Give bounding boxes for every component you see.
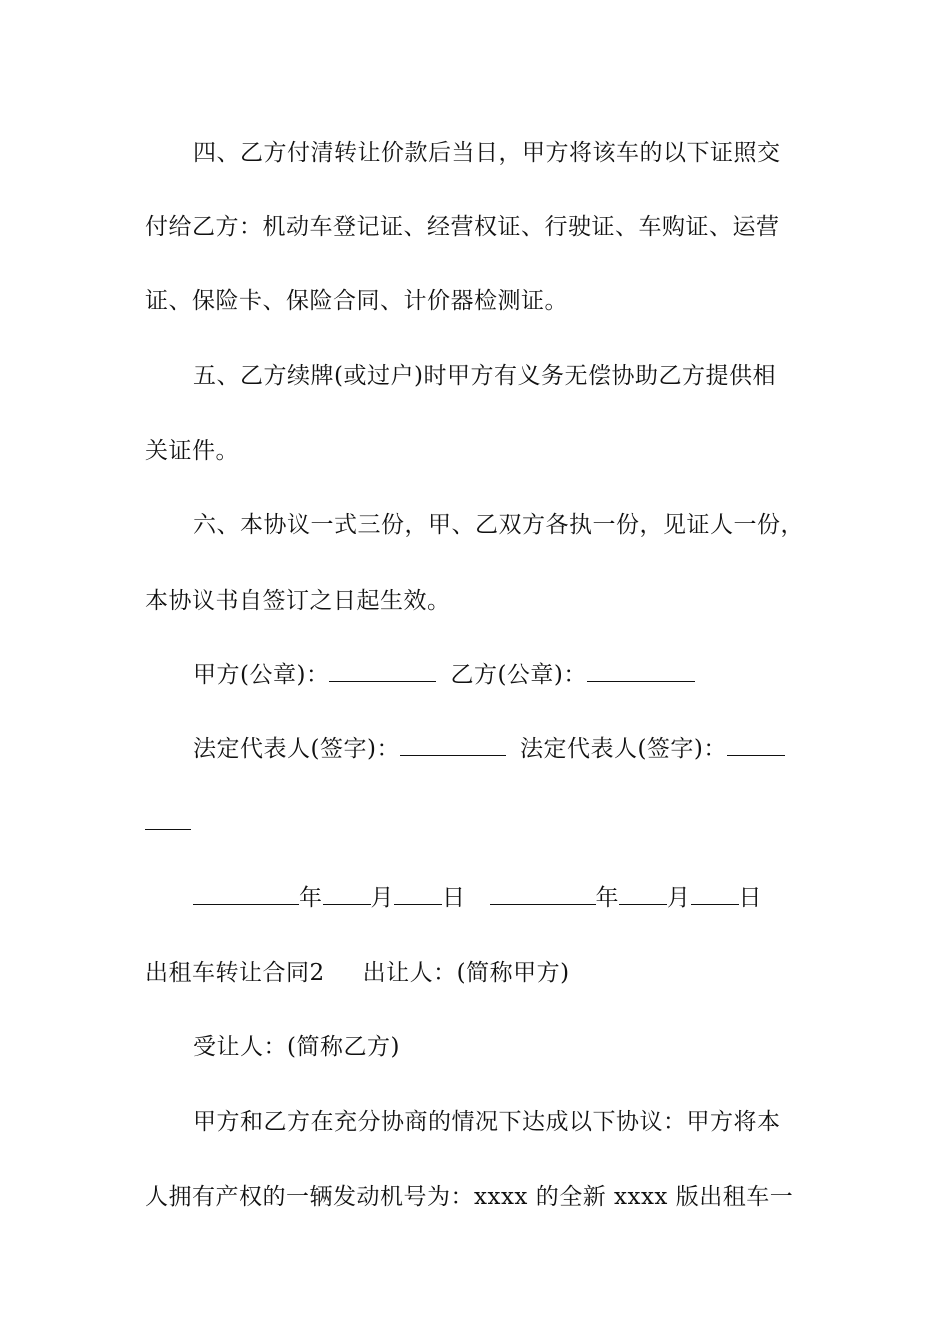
date-a-day-label: 日 bbox=[442, 885, 466, 911]
legal-rep-b-blank-continued[interactable] bbox=[145, 809, 191, 830]
clause-6-line-1: 六、本协议一式三份，甲、乙双方各执一份，见证人一份， bbox=[193, 512, 804, 538]
date-a-year-blank[interactable] bbox=[193, 884, 299, 905]
legal-rep-line bbox=[193, 734, 785, 764]
legal-rep-a-blank[interactable] bbox=[400, 735, 506, 756]
transferee-label: 受让人：(简称乙方) bbox=[193, 1034, 400, 1060]
legal-rep-overflow-line bbox=[145, 808, 191, 838]
contract-2-para-1-line-1: 甲方和乙方在充分协商的情况下达成以下协议：甲方将本 bbox=[193, 1109, 781, 1135]
transferor-label: 出让人：(简称甲方) bbox=[362, 960, 570, 986]
clause-5-line-1: 五、乙方续牌(或过户)时甲方有义务无偿协助乙方提供相 bbox=[193, 363, 776, 389]
clause-6-line-2: 本协议书自签订之日起生效。 bbox=[145, 588, 451, 614]
clause-4-line-3: 证、保险卡、保险合同、计价器检测证。 bbox=[145, 288, 568, 314]
party-a-seal-label: 甲方(公章)： bbox=[193, 662, 330, 688]
legal-rep-a-label: 法定代表人(签字)： bbox=[193, 736, 400, 762]
date-b-day-label: 日 bbox=[738, 885, 762, 911]
date-a-month-blank[interactable] bbox=[323, 884, 371, 905]
contract-2-title: 出租车转让合同2 bbox=[145, 960, 325, 986]
date-a-month-label: 月 bbox=[370, 885, 394, 911]
date-b-month-label: 月 bbox=[667, 885, 691, 911]
contract-2-para-1-line-2: 人拥有产权的一辆发动机号为：xxxx 的全新 xxxx 版出租车一 bbox=[145, 1184, 794, 1210]
clause-5-line-2: 关证件。 bbox=[145, 438, 239, 464]
date-b-year-blank[interactable] bbox=[490, 884, 596, 905]
party-b-seal-label: 乙方(公章)： bbox=[450, 662, 587, 688]
legal-rep-b-label: 法定代表人(签字)： bbox=[519, 736, 727, 762]
date-b-month-blank[interactable] bbox=[619, 884, 667, 905]
date-a-day-blank[interactable] bbox=[394, 884, 442, 905]
date-b-day-blank[interactable] bbox=[691, 884, 739, 905]
clause-4-line-2: 付给乙方：机动车登记证、经营权证、行驶证、车购证、运营 bbox=[145, 214, 780, 240]
date-a-year-label: 年 bbox=[299, 885, 323, 911]
party-a-seal-blank[interactable] bbox=[329, 661, 436, 682]
legal-rep-b-blank[interactable] bbox=[727, 735, 785, 756]
seal-line bbox=[193, 660, 695, 690]
date-line bbox=[193, 883, 762, 913]
clause-4-line-1: 四、乙方付清转让价款后当日，甲方将该车的以下证照交 bbox=[193, 140, 781, 166]
contract-2-heading-line bbox=[145, 958, 570, 988]
date-b-year-label: 年 bbox=[595, 885, 619, 911]
party-b-seal-blank[interactable] bbox=[587, 661, 695, 682]
